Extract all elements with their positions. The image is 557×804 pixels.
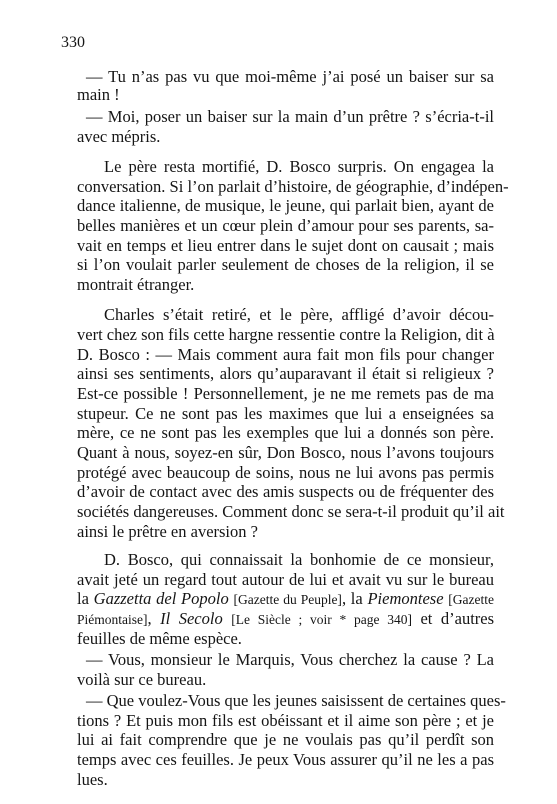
text-run: vait en temps et lieu entrer dans le sujet dont on causait ; mais	[77, 236, 494, 255]
text-run: la	[77, 589, 94, 608]
text-run: protégé avec beaucoup de soins, nous ne lui avons pas permis	[77, 463, 494, 482]
text-line	[86, 67, 494, 87]
text-line	[77, 482, 494, 502]
text-line	[77, 384, 494, 404]
text-run: feuilles de même espèce.	[77, 629, 242, 648]
text-line	[77, 770, 494, 790]
text-run	[223, 609, 232, 628]
text-line	[77, 609, 494, 630]
bracketed-note: Piémontaise]	[77, 612, 148, 627]
text-run: avec mépris.	[77, 127, 161, 146]
text-line	[77, 127, 494, 147]
text-run: avait jeté un regard tout autour de lui et avait vu sur le bureau	[77, 570, 494, 589]
text-line	[77, 670, 494, 690]
text-line	[77, 463, 494, 483]
bracketed-note: [Gazette	[448, 592, 494, 607]
text-line	[77, 423, 494, 443]
text-run: belles manières et un cœur plein d’amour pour ses parents, sa-	[77, 216, 494, 235]
text-run: lues.	[77, 770, 108, 789]
text-run: — Que voulez-Vous que les jeunes saisissent de certaines ques-	[86, 691, 506, 710]
text-line	[77, 730, 494, 750]
text-run: tions ? Et puis mon fils est obéissant et il aime son père ; et je	[77, 711, 494, 730]
text-run: main !	[77, 85, 120, 104]
text-line	[104, 305, 494, 325]
italic-title: Piemontese	[367, 589, 444, 608]
text-run: montrait étranger.	[77, 275, 195, 294]
text-line	[77, 216, 494, 236]
text-run: voilà sur ce bureau.	[77, 670, 207, 689]
text-line	[104, 157, 494, 177]
text-run: lui ai fait comprendre que je ne voulais pas qu’il perdît son	[77, 730, 494, 749]
text-run: si l’on voulait parler seulement de choses de la religion, il se	[77, 255, 494, 274]
text-line	[86, 107, 494, 127]
text-run: vert chez son fils cette hargne ressentie contre la Religion, dit à	[77, 325, 495, 344]
italic-title: Il Secolo	[160, 609, 223, 628]
text-run: Charles s’était retiré, et le père, affligé d’avoir décou-	[104, 305, 494, 324]
text-line	[104, 550, 494, 570]
text-run: — Vous, monsieur le Marquis, Vous cherchez la cause ? La	[86, 650, 494, 669]
text-line	[77, 325, 494, 345]
text-line	[77, 85, 494, 105]
text-run: D. Bosco, qui connaissait la bonhomie de ce monsieur,	[104, 550, 494, 569]
text-run: Est-ce possible ! Personnellement, je ne me remets pas de ma	[77, 384, 494, 403]
text-run: sociétés dangereuses. Comment donc se sera-t-il produit qu’il ait	[77, 502, 505, 521]
page-number: 330	[61, 34, 85, 51]
text-line	[77, 522, 494, 542]
text-line	[77, 236, 494, 256]
text-run: ainsi ses sentiments, alors qu’auparavant il était si religieux ?	[77, 364, 494, 383]
text-run: Quant à nous, soyez-en sûr, Don Bosco, nous l’avons toujours	[77, 443, 494, 462]
italic-title: Gazzetta del Popolo	[93, 589, 229, 608]
text-line	[77, 196, 494, 216]
text-run: , la	[341, 589, 368, 608]
text-run: Le père resta mortifié, D. Bosco surpris. On engagea la	[104, 157, 494, 176]
text-line	[77, 629, 494, 649]
text-line	[77, 345, 494, 365]
bracketed-note: [Le Siècle ; voir * page 340]	[231, 612, 412, 627]
text-line	[77, 364, 494, 384]
text-run: ainsi le prêtre en aversion ?	[77, 522, 258, 541]
text-line	[77, 750, 494, 770]
text-line	[77, 404, 494, 424]
text-line	[77, 589, 494, 610]
text-run: conversation. Si l’on parlait d’histoire, de géographie, d’indépen-	[77, 177, 509, 196]
text-line	[77, 177, 509, 197]
text-run: et d’autres	[411, 609, 495, 628]
bracketed-note: [Gazette du Peuple]	[233, 592, 342, 607]
text-line	[77, 275, 494, 295]
text-run: dance italienne, de musique, le jeune, qui parlait bien, ayant de	[77, 196, 494, 215]
text-run: D. Bosco : — Mais comment aura fait mon fils pour changer	[77, 345, 494, 364]
text-run: d’avoir de contact avec des amis suspects ou de fréquenter des	[77, 482, 494, 501]
text-run: temps avec ces feuilles. Je peux Vous assurer qu’il ne les a pas	[77, 750, 494, 769]
text-run: — Moi, poser un baiser sur la main d’un prêtre ? s’écria-t-il	[86, 107, 494, 126]
text-run: — Tu n’as pas vu que moi-même j’ai posé un baiser sur sa	[86, 67, 494, 86]
text-line	[77, 255, 494, 275]
text-line	[77, 443, 494, 463]
text-line	[77, 570, 494, 590]
text-run: stupeur. Ce ne sont pas les maximes que lui a enseignées sa	[77, 404, 494, 423]
text-line	[86, 650, 494, 670]
text-run: ,	[147, 609, 161, 628]
text-line	[86, 691, 506, 711]
text-line	[77, 502, 505, 522]
text-line	[77, 711, 494, 731]
text-run: mère, ce ne sont pas les exemples que lui a donnés son père.	[77, 423, 494, 442]
